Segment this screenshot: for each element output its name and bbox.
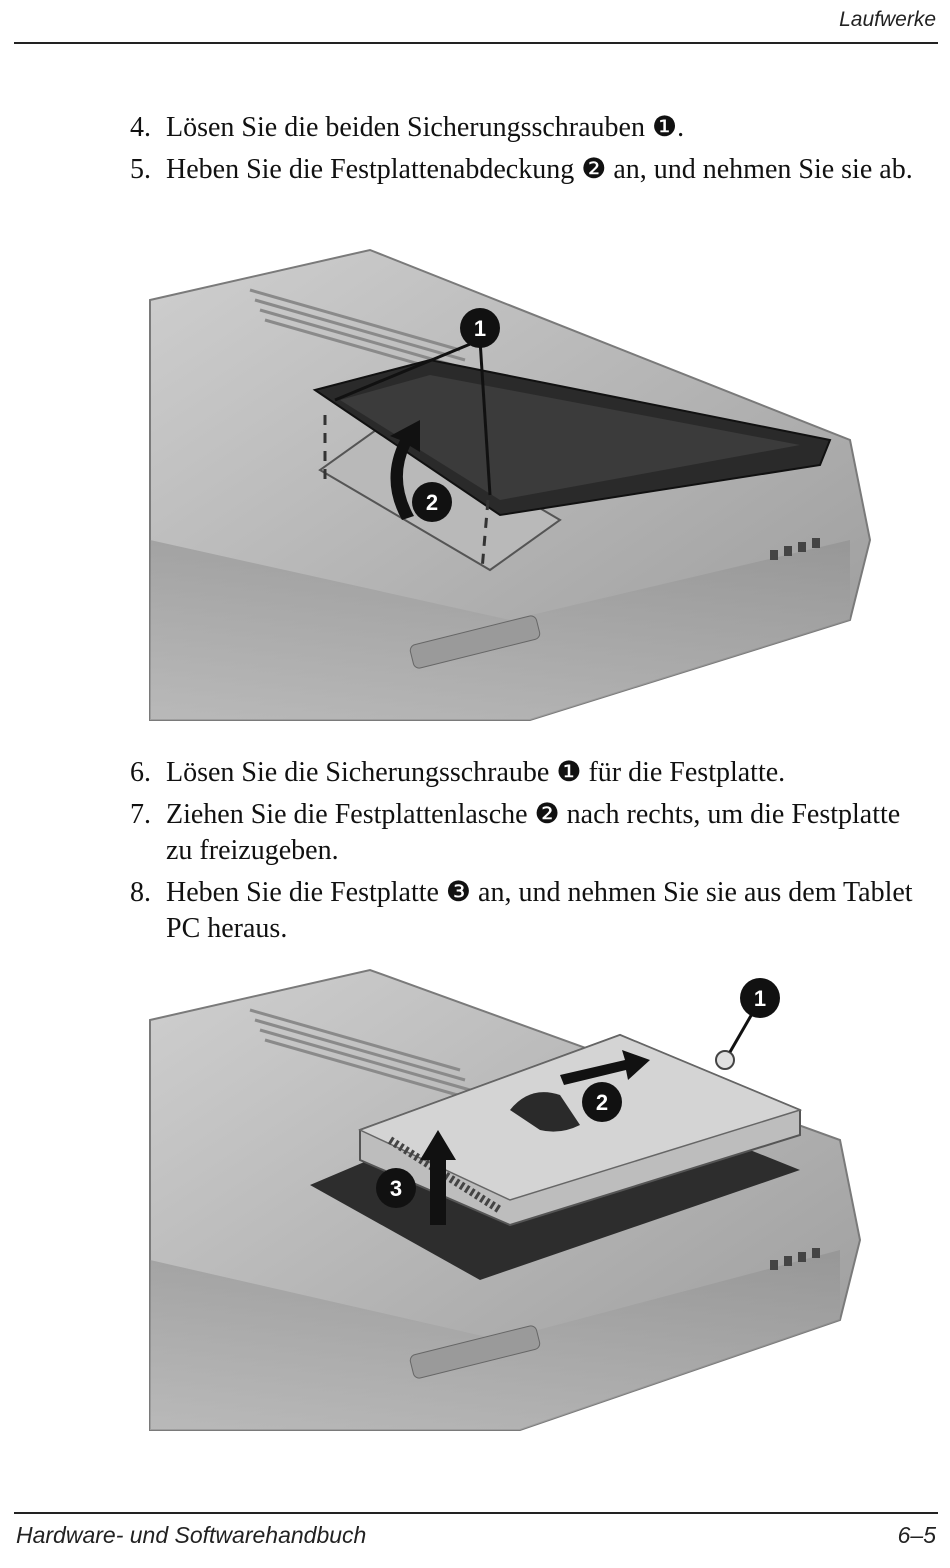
step-number: 8.: [130, 877, 151, 908]
step-number: 4.: [130, 112, 151, 143]
header-rule: [14, 42, 938, 44]
callout-2-label: 2: [595, 1090, 609, 1115]
figure-hard-drive-removal: [140, 960, 880, 1450]
step-text: Heben Sie die Festplatte ❸ an, und nehmen Sie sie aus dem Tablet PC heraus.: [166, 877, 913, 944]
step-text: Lösen Sie die Sicherungsschraube ❶ für die Festplatte.: [166, 757, 786, 788]
step-text: Lösen Sie die beiden Sicherungsschrauben ❶.: [166, 112, 685, 143]
step-number: 5.: [130, 154, 151, 185]
step-number: 7.: [130, 799, 151, 830]
retaining-screw: [716, 1051, 734, 1069]
running-header: Laufwerke: [839, 8, 936, 31]
footer-page-number: 6–5: [897, 1522, 936, 1548]
step-number: 6.: [130, 757, 151, 788]
step-item: [130, 797, 930, 869]
steps-list-bottom: [130, 755, 930, 953]
callout-1-label: 1: [753, 986, 767, 1011]
step-item: [130, 755, 930, 791]
step-item: [130, 110, 930, 146]
callout-1-label: 1: [473, 316, 487, 341]
step-text: Heben Sie die Festplattenabdeckung ❷ an, und nehmen Sie sie ab.: [166, 154, 913, 185]
figure-hard-drive-cover: [130, 240, 890, 740]
footer-book-title: Hardware- und Softwarehandbuch: [16, 1522, 367, 1548]
callout-3-label: 3: [389, 1176, 403, 1201]
step-text: Ziehen Sie die Festplattenlasche ❷ nach rechts, um die Festplatte zu freizugeben.: [166, 799, 901, 866]
steps-list-top: [130, 110, 930, 194]
callout-2-label: 2: [425, 490, 439, 515]
step-item: [130, 875, 930, 947]
footer-rule: [14, 1512, 938, 1514]
step-item: [130, 152, 930, 188]
